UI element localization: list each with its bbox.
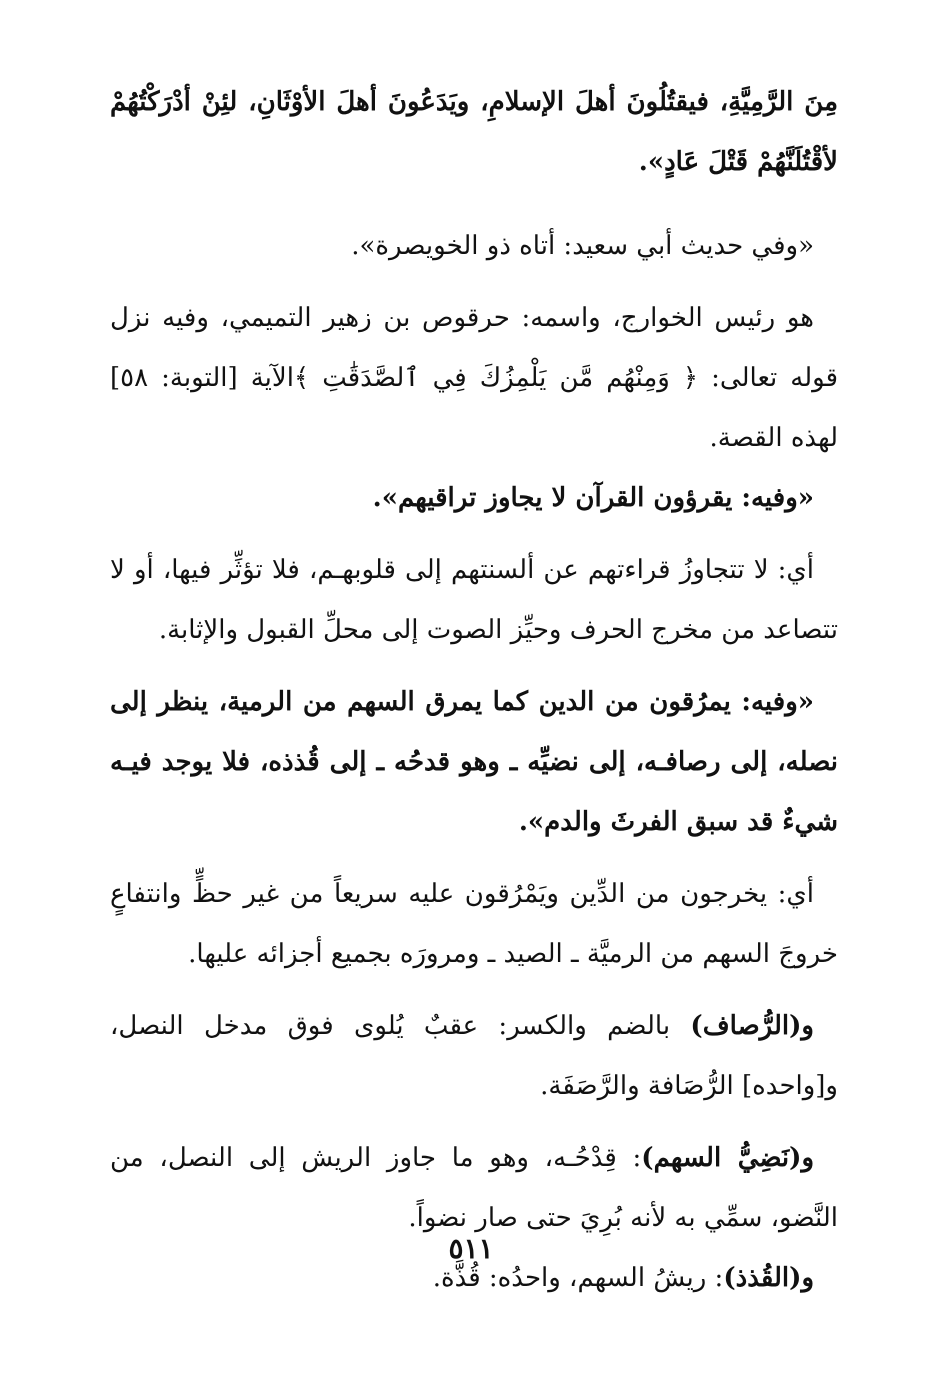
hadith-quote-abu-said: «وفي حديث أبي سعيد: أتاه ذو الخويصرة». bbox=[351, 231, 814, 261]
term-nadiy: و(نَضِيُّ السهم) bbox=[641, 1143, 815, 1173]
definition-qudhadh-text: : ريشُ السهم، واحدُه: قُذَّة. bbox=[432, 1263, 724, 1293]
definition-rusaf-text: بالضم والكسر: عقبٌ يُلوى فوق مدخل النصل، و[واحده] الرُّصَافة والرَّصَفَة. bbox=[110, 1011, 838, 1101]
definition-rusaf bbox=[110, 996, 838, 1116]
commentary-khawarij: هو رئيس الخوارج، واسمه: حرقوص بن زهير التميمي، وفيه نزل قوله تعالى: ﴿ وَمِنْهُم مَّن يَلْمِزُكَ فِي ٱلصَّدَقَٰتِ ﴾الآية [التوبة: ٥٨] لهذه القصة. bbox=[110, 303, 838, 453]
term-qudhadh: و(القُذذ) bbox=[723, 1263, 814, 1293]
hadith-quote-pass-through-religion: «وفيه: يمرُقون من الدين كما يمرق السهم من الرمية، ينظر إلى نصله، إلى رصافـه، إلى نضيِّه ـ وهو قدحُه ـ إلى قُذذه، فلا يوجد فيـه شيءٌ قد سبق الفرثَ والدم». bbox=[110, 687, 838, 837]
commentary-recitation: أي: لا تتجاوزُ قراءتهم عن ألسنتهم إلى قلوبهـم، فلا تؤثِّر فيها، أو لا تتصاعد من مخرج الحرف وحيِّز الصوت إلى محلِّ القبول والإثابة. bbox=[110, 555, 838, 645]
commentary-exit-religion: أي: يخرجون من الدِّين ويَمْرُقون عليه سريعاً من غير حظٍّ وانتفاعٍ خروجَ السهم من الرميَّة ـ الصيد ـ ومرورَه بجميع أجزائه عليها. bbox=[110, 879, 838, 969]
hadith-quote-recite-quran: «وفيه: يقرؤون القرآن لا يجاوز تراقيهم». bbox=[372, 483, 814, 513]
definition-nadiy-text: : قِدْحُـه، وهو ما جاوز الريش إلى النصل، من النَّضو، سمِّي به لأنه بُرِيَ حتى صار نضواً. bbox=[110, 1143, 838, 1233]
page-number: ٥١١ bbox=[448, 1232, 494, 1265]
hadith-continuation: مِنَ الرَّمِيَّةِ، فيقتُلُونَ أهلَ الإسلامِ، ويَدَعُونَ أهلَ الأوْثَانِ، لئِنْ أدْرَكْتُهُمْ لأقْتُلَنَّهُمْ قَتْلَ عَادٍ». bbox=[110, 87, 838, 177]
definition-nadiy bbox=[110, 1128, 838, 1248]
term-rusaf: و(الرُّصاف) bbox=[690, 1011, 814, 1041]
page-body bbox=[110, 72, 838, 1308]
